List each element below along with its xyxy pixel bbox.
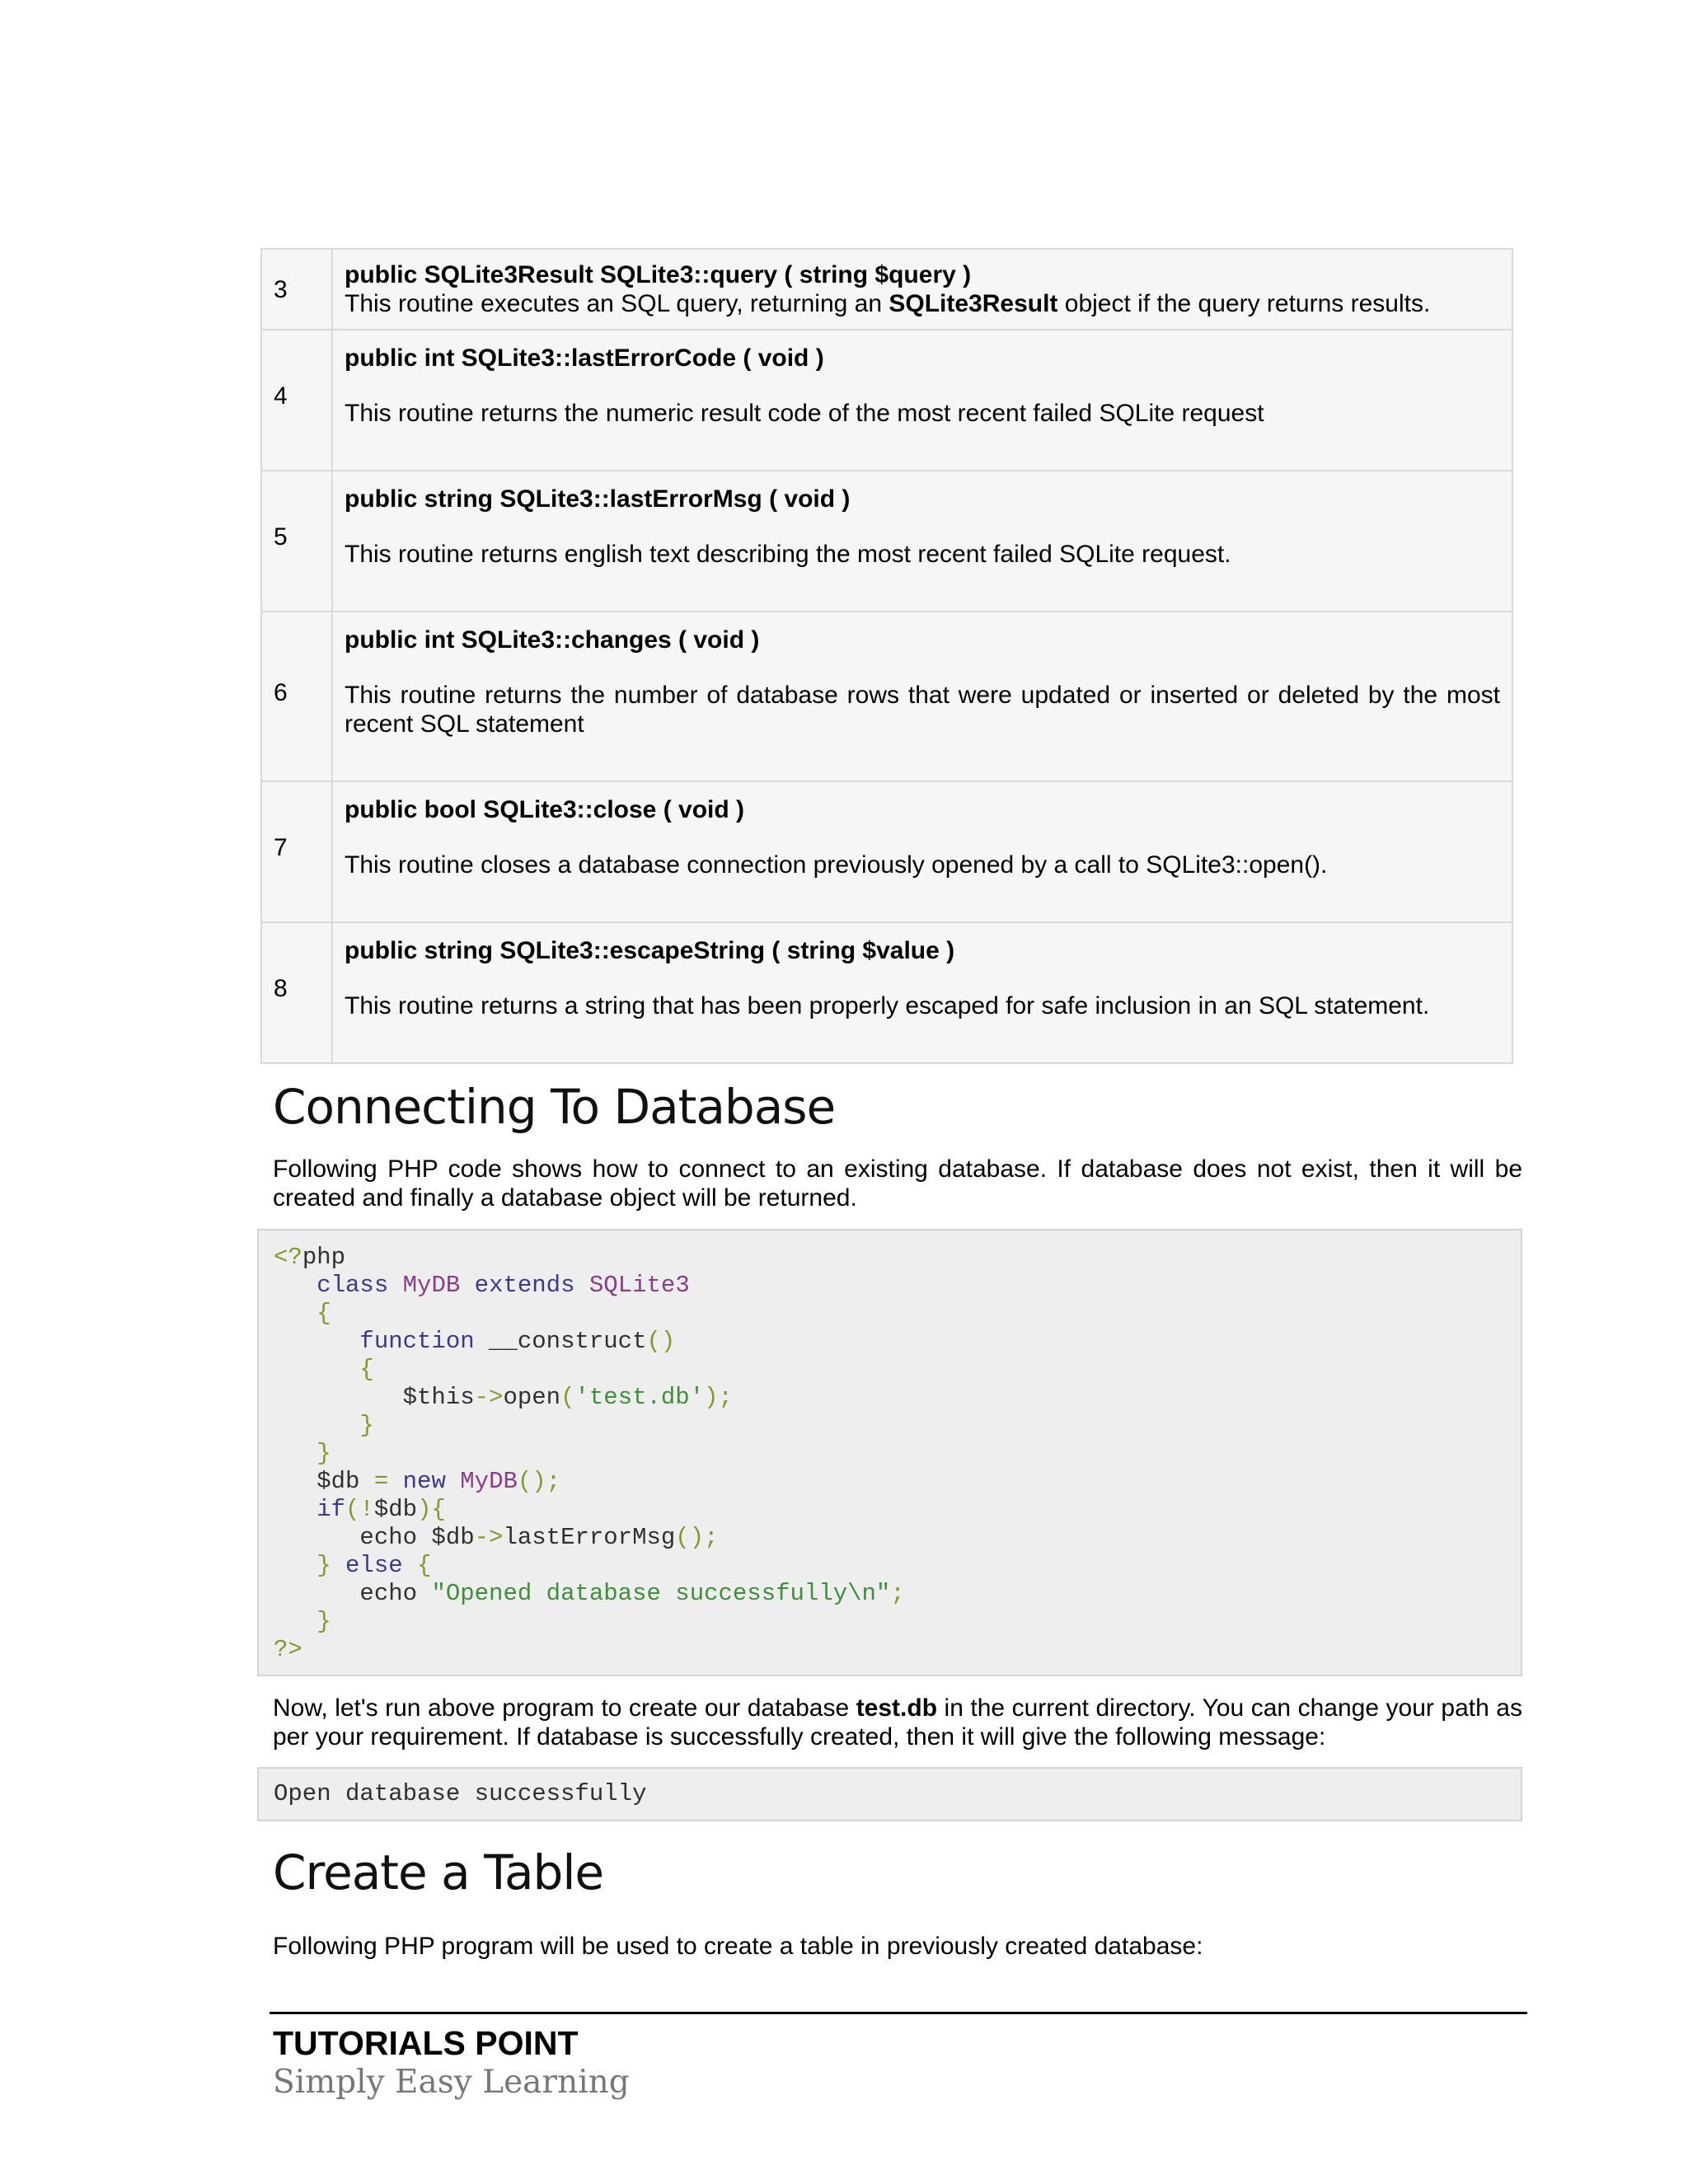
- code-line: ?>: [274, 1636, 302, 1663]
- method-cell: [332, 249, 1512, 330]
- code-line: {: [359, 1356, 374, 1383]
- output-block: Open database successfully: [257, 1767, 1522, 1821]
- code-line: <?php: [274, 1244, 346, 1271]
- code-line: $db = new MyDB();: [274, 1468, 561, 1495]
- method-description: This routine returns the numeric result code of the most recent failed SQLite request: [345, 399, 1264, 427]
- method-signature: public int SQLite3::lastErrorCode ( void ): [345, 344, 824, 372]
- method-cell: [332, 612, 1512, 781]
- connect-after-paragraph: Now, let's run above program to create our database test.db in the current directory. You can change your path as per your requirement. If database is successfully created, then it will give the following message:: [273, 1694, 1522, 1750]
- method-signature: public int SQLite3::changes ( void ): [345, 626, 760, 654]
- row-number: 7: [261, 781, 332, 922]
- method-row: [261, 330, 1512, 471]
- methods-table: [260, 248, 1513, 1064]
- method-cell: [332, 330, 1512, 471]
- code-line: if(!$db){: [316, 1496, 446, 1523]
- method-signature: public bool SQLite3::close ( void ): [345, 795, 745, 823]
- code-line: function __construct(): [359, 1328, 676, 1355]
- method-description: This routine returns english text describing the most recent failed SQLite request.: [345, 540, 1231, 568]
- footer-divider: [270, 2012, 1527, 2014]
- class-name: SQLite3Result: [889, 290, 1058, 317]
- method-signature: public string SQLite3::escapeString ( string $value ): [345, 936, 955, 964]
- method-description: This routine closes a database connection previously opened by a call to SQLite3::open().: [345, 851, 1328, 879]
- method-row: [261, 471, 1512, 612]
- method-cell: [332, 471, 1512, 612]
- php-code-block: [257, 1229, 1522, 1676]
- method-row: [261, 781, 1512, 922]
- method-cell: [332, 781, 1512, 922]
- footer-brand: TUTORIALS POINT: [273, 2024, 579, 2062]
- section-heading-create-table: Create a Table: [273, 1844, 604, 1900]
- row-number: 3: [261, 249, 332, 330]
- code-line: {: [316, 1300, 331, 1327]
- footer-tagline: Simply Easy Learning: [273, 2064, 630, 2101]
- filename-test-db: test.db: [856, 1694, 938, 1722]
- method-signature: public SQLite3Result SQLite3::query ( string $query ): [345, 261, 972, 288]
- row-number: 6: [261, 612, 332, 781]
- code-line: }: [359, 1412, 374, 1439]
- code-line: }: [316, 1440, 331, 1467]
- section-heading-connecting: Connecting To Database: [273, 1079, 836, 1135]
- method-row: [261, 922, 1512, 1063]
- method-signature: public string SQLite3::lastErrorMsg ( void ): [345, 485, 851, 513]
- code-line: } else {: [316, 1552, 432, 1579]
- code-line: }: [316, 1608, 331, 1635]
- row-number: 5: [261, 471, 332, 612]
- method-cell: [332, 922, 1512, 1063]
- method-description: This routine returns a string that has been properly escaped for safe inclusion in an SQL statement.: [345, 991, 1430, 1019]
- code-line: class MyDB extends SQLite3: [316, 1272, 690, 1299]
- code-line: echo $db->lastErrorMsg();: [274, 1524, 719, 1551]
- method-description: This routine returns the number of database rows that were updated or inserted or deleted by the most recent SQL statement: [345, 681, 1500, 738]
- connect-intro-paragraph: Following PHP code shows how to connect to an existing database. If database does not exist, then it will be created and finally a database object will be returned.: [273, 1155, 1522, 1212]
- code-line: $this->open('test.db');: [274, 1384, 733, 1411]
- method-row: [261, 612, 1512, 781]
- method-row: [261, 249, 1512, 330]
- row-number: 4: [261, 330, 332, 471]
- row-number: 8: [261, 922, 332, 1063]
- method-description: This routine executes an SQL query, returning an SQLite3Result object if the query returns results.: [345, 290, 1431, 317]
- create-table-intro-paragraph: Following PHP program will be used to create a table in previously created database:: [273, 1933, 1203, 1960]
- code-line: echo "Opened database successfully\n";: [274, 1580, 905, 1607]
